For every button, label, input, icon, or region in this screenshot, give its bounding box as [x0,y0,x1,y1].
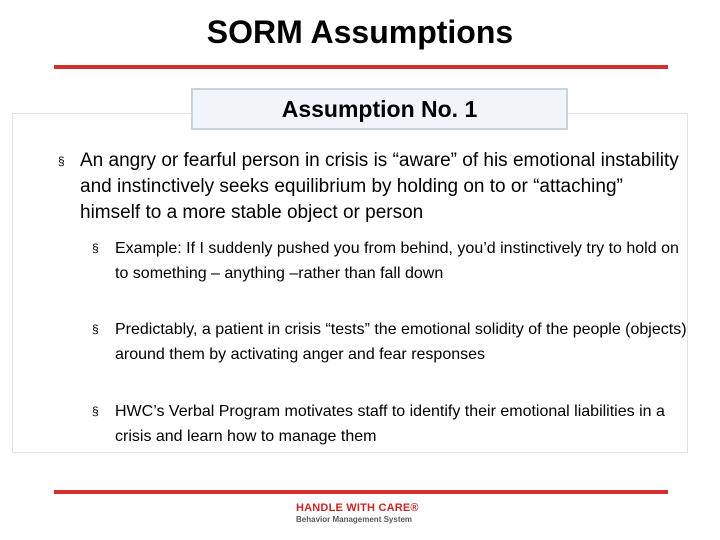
sub-bullet-text: HWC’s Verbal Program motivates staff to identify their emotional liabilities in a crisis and learn how to manage them [115,403,665,445]
sub-bullet-text: Example: If I suddenly pushed you from behind, you’d instinctively try to hold on to something – anything –rather than fall down [115,240,679,282]
bottom-divider [54,490,668,494]
bullet-marker-icon: § [92,322,99,336]
sub-bullet [92,317,688,367]
sub-bullet-text: Predictably, a patient in crisis “tests” the emotional solidity of the people (objects) around them by activating anger and fear responses [115,321,687,363]
main-bullet-text: An angry or fearful person in crisis is “aware” of his emotional instability and instinctively seeks equilibrium by holding on to or “attaching” himself to a more stable object or person [80,150,679,223]
bullet-marker-icon: § [92,404,99,418]
logo-main-text: HANDLE WITH CARE® [296,502,419,514]
bullet-marker-icon: § [92,241,99,255]
bullet-marker-icon: § [58,154,65,168]
logo-sub-text: Behavior Management System [296,515,413,524]
sub-bullet [92,399,688,449]
sub-bullet [92,236,688,286]
assumption-heading: Assumption No. 1 [191,88,568,130]
slide-title: SORM Assumptions [206,14,514,50]
footer-logo [296,502,456,525]
top-divider [54,65,668,69]
main-bullet [58,148,688,226]
